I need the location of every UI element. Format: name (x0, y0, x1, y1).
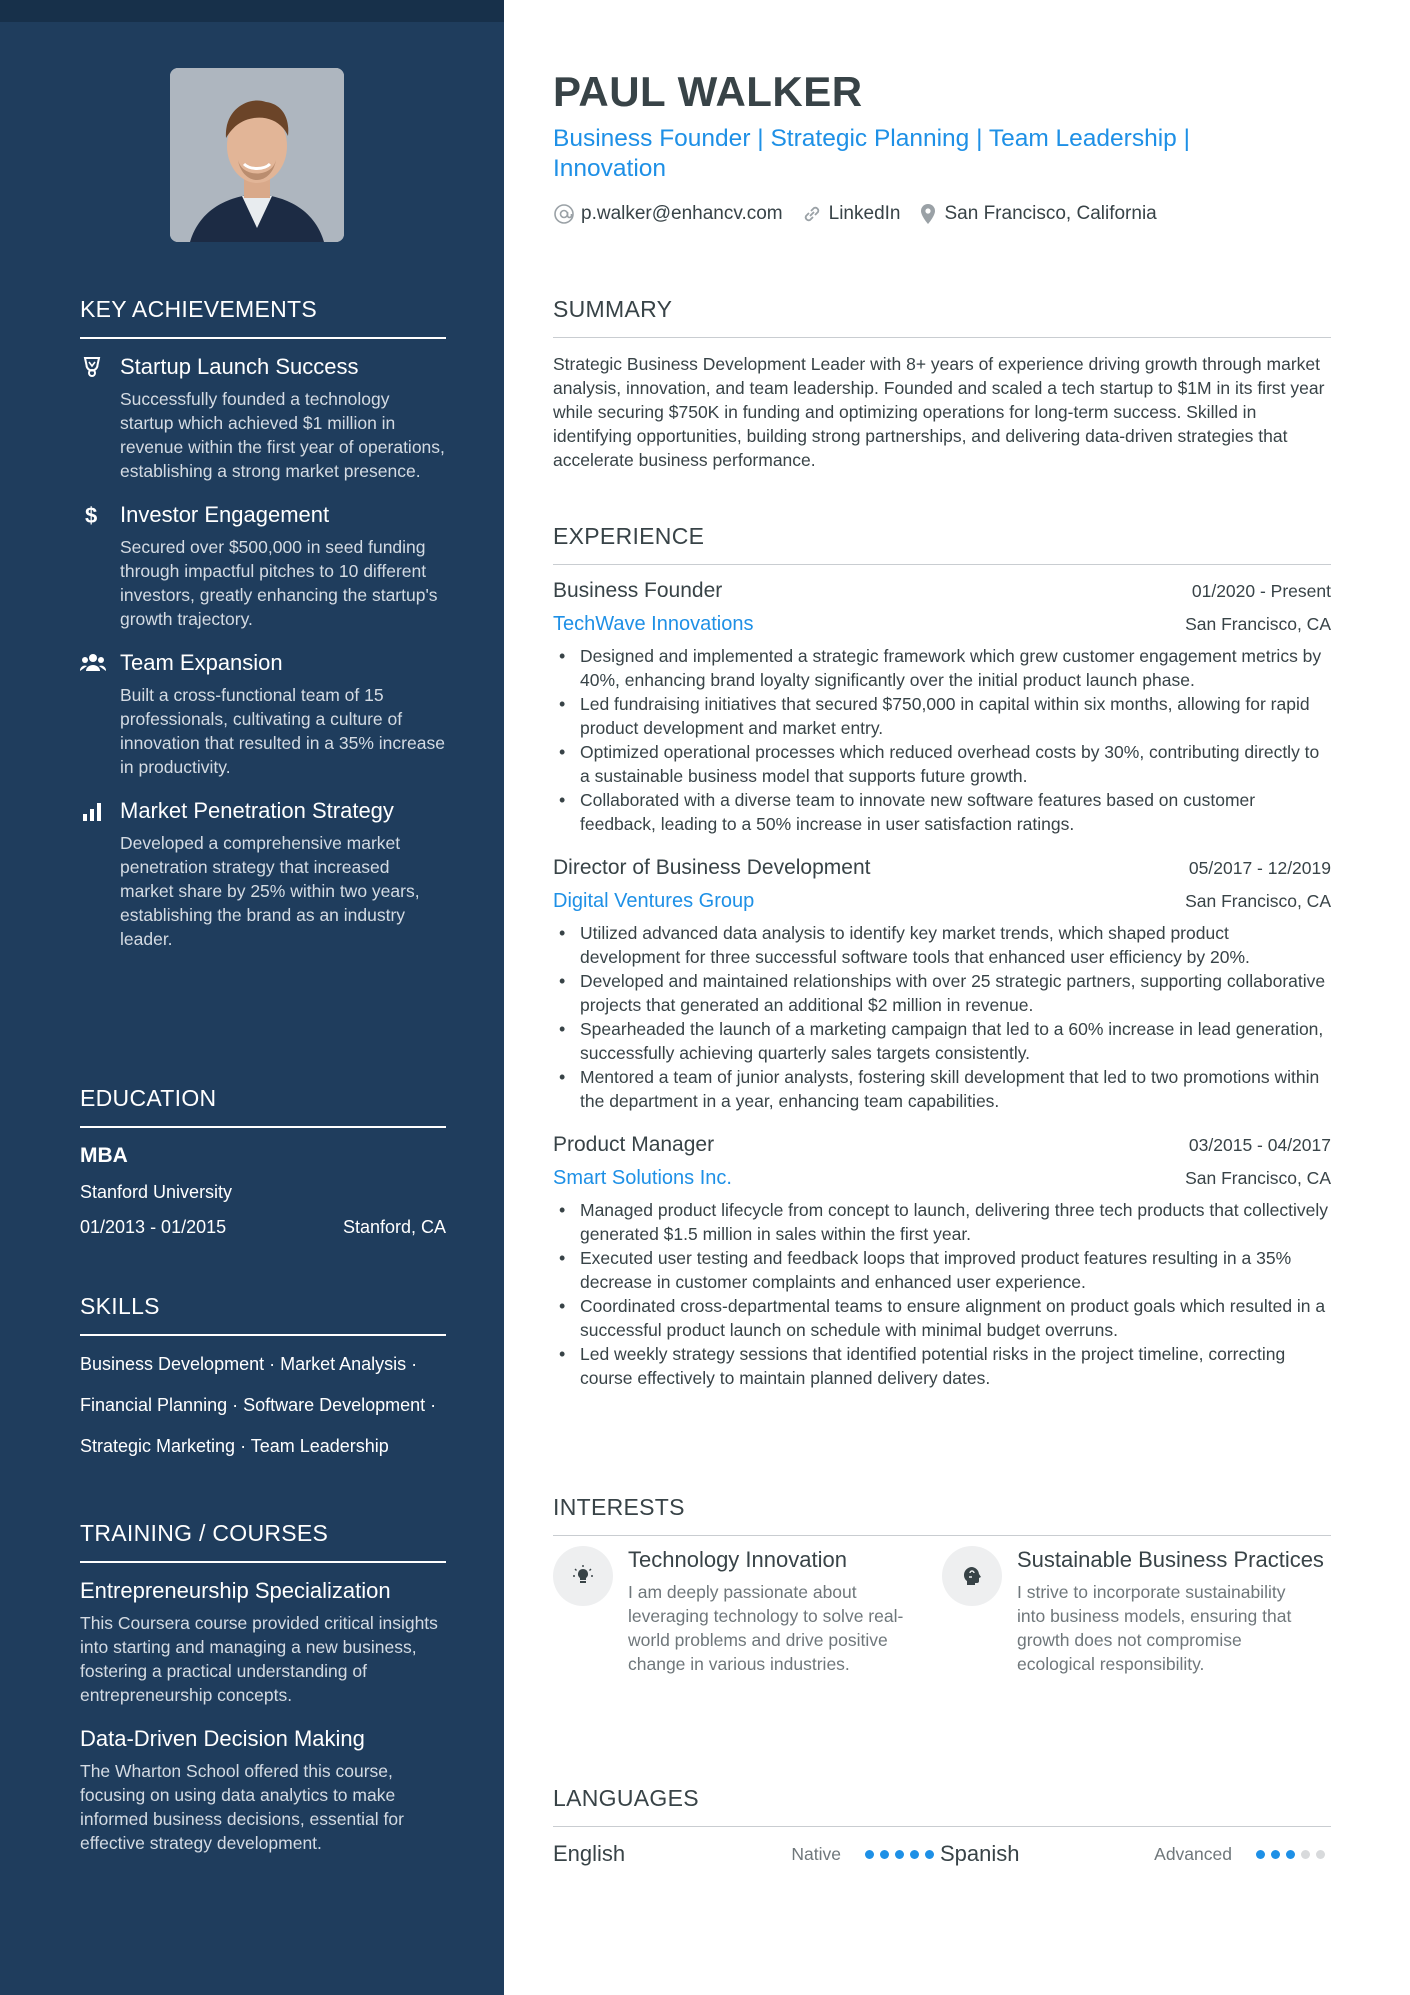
key-achievements-heading: KEY ACHIEVEMENTS (80, 296, 446, 339)
course-item (80, 1577, 446, 1707)
course-description: The Wharton School offered this course, focusing on using data analytics to make informed business decisions, essential for effective strategy development. (80, 1761, 404, 1853)
interest-description: I am deeply passionate about leveraging technology to solve real-world problems and drive positive change in various industries. (628, 1582, 904, 1674)
rating-dot-filled (925, 1850, 934, 1859)
at-icon (553, 203, 575, 225)
achievement-item (80, 501, 446, 631)
achievement-description: Secured over $500,000 in seed funding through impactful pitches to 10 different investors, greatly enhancing the startup's growth trajectory. (120, 537, 438, 629)
job-title: Business Founder (553, 579, 723, 602)
rating-dot-filled (865, 1850, 874, 1859)
lightbulb-icon (553, 1546, 613, 1606)
job-bullets (553, 921, 1331, 1113)
job-location: San Francisco, CA (1185, 614, 1331, 634)
job-company: Smart Solutions Inc. (553, 1167, 732, 1189)
job-bullet: • Executed user testing and feedback loops that improved product features resulting in a 35% decrease in customer complaints and enhanced user experience. (553, 1246, 1331, 1294)
dollar-icon (80, 503, 104, 527)
svg-text:$: $ (85, 503, 98, 527)
rating-dot-filled (880, 1850, 889, 1859)
language-level: Native (791, 1843, 841, 1864)
skills-line: Financial Planning · Software Development · (80, 1395, 437, 1415)
interest-description: I strive to incorporate sustainability into business models, ensuring that growth does not compromise ecological responsibility. (1017, 1582, 1292, 1674)
location-contact (918, 203, 1156, 225)
job-bullet: • Managed product lifecycle from concept to launch, delivering three tech products that collectively generated $1.5 million in sales within the first year. (553, 1198, 1331, 1246)
job-bullet: • Spearheaded the launch of a marketing campaign that led to a 60% increase in lead generation, successfully achieving quarterly sales targets consistently. (553, 1017, 1331, 1065)
education-heading: EDUCATION (80, 1085, 446, 1128)
job-entry (553, 579, 1331, 836)
summary-text: Strategic Business Development Leader with 8+ years of experience driving growth through market analysis, innovation, and team leadership. Founded and scaled a tech startup to $1M in its first year while securing $750K in funding and optimizing operations for long-term success. Skilled in identifying opportunities, building strong partnerships, and delivering data-driven strategies that accelerate business performance. (553, 354, 1325, 470)
course-title: Entrepreneurship Specialization (80, 1578, 391, 1603)
education-dates: 01/2013 - 01/2015 (80, 1217, 227, 1237)
interest-title: Sustainable Business Practices (1017, 1547, 1324, 1572)
achievement-item (80, 649, 446, 779)
linkedin-contact[interactable] (801, 203, 901, 225)
job-bullet: • Collaborated with a diverse team to innovate new software features based on customer feedback, leading to a 50% increase in user satisfaction ratings. (553, 788, 1331, 836)
language-item (553, 1841, 940, 1867)
achievement-item (80, 797, 446, 951)
language-item (940, 1841, 1331, 1867)
job-bullet: • Coordinated cross-departmental teams to ensure alignment on product goals which resulted in a successful product launch on schedule with minimal budget overruns. (553, 1294, 1331, 1342)
achievement-title: Startup Launch Success (120, 354, 359, 379)
languages-section (553, 1785, 1331, 1867)
job-title: Director of Business Development (553, 856, 871, 879)
language-rating (1256, 1850, 1331, 1859)
achievement-title: Investor Engagement (120, 502, 330, 527)
job-dates: 05/2017 - 12/2019 (1188, 858, 1331, 878)
rating-dot-filled (910, 1850, 919, 1859)
course-title: Data-Driven Decision Making (80, 1726, 365, 1751)
job-bullet: • Mentored a team of junior analysts, fostering skill development that led to two promotions within the department in a year, enhancing team capabilities. (553, 1065, 1331, 1113)
experience-heading: EXPERIENCE (553, 523, 1331, 565)
course-item (80, 1725, 446, 1855)
interests-heading: INTERESTS (553, 1494, 1331, 1536)
job-entry (553, 856, 1331, 1113)
achievement-title: Team Expansion (120, 650, 283, 675)
rating-dot-filled (895, 1850, 904, 1859)
rating-dot-empty (1316, 1850, 1325, 1859)
job-bullet: • Utilized advanced data analysis to identify key market trends, which shaped product development for three successful software tools that enhanced user efficiency by 20%. (553, 921, 1331, 969)
candidate-name: PAUL WALKER (553, 68, 863, 115)
job-bullets (553, 1198, 1331, 1390)
summary-heading: SUMMARY (553, 296, 1331, 338)
job-company: TechWave Innovations (553, 613, 754, 635)
education-meta (80, 1217, 446, 1238)
education-degree: MBA (80, 1144, 128, 1167)
rating-dot-empty (1301, 1850, 1310, 1859)
linkedin-text: LinkedIn (828, 203, 901, 224)
language-name: Spanish (940, 1841, 1020, 1866)
achievement-description: Developed a comprehensive market penetration strategy that increased market share by 25% within two years, establishing the brand as an industry leader. (120, 833, 420, 949)
job-dates: 03/2015 - 04/2017 (1188, 1135, 1331, 1155)
achievement-description: Successfully founded a technology startup which achieved $1 million in revenue within the first year of operations, establishing a strong market presence. (120, 389, 445, 481)
skills-line: Business Development · Market Analysis · (80, 1354, 418, 1374)
job-location: San Francisco, CA (1185, 1168, 1331, 1188)
achievement-item (80, 353, 446, 483)
job-bullet: • Optimized operational processes which reduced overhead costs by 30%, contributing directly to a sustainable business model that supports future growth. (553, 740, 1331, 788)
sidebar-top-bar (0, 0, 504, 22)
language-name: English (553, 1841, 626, 1866)
job-bullet: • Led fundraising initiatives that secured $750,000 in capital within six months, allowing for rapid product development and market entry. (553, 692, 1331, 740)
education-location: Stanford, CA (342, 1217, 446, 1237)
experience-section (553, 523, 1331, 1390)
skills-line: Strategic Marketing · Team Leadership (80, 1436, 389, 1456)
brain-icon (942, 1546, 1002, 1606)
email-text: p.walker@enhancv.com (581, 203, 783, 224)
rating-dot-filled (1286, 1850, 1295, 1859)
key-achievements-section (80, 296, 446, 951)
languages-heading: LANGUAGES (553, 1785, 1331, 1827)
skills-heading: SKILLS (80, 1293, 446, 1336)
trophy-icon (80, 355, 104, 379)
interest-title: Technology Innovation (628, 1547, 847, 1572)
job-entry (553, 1133, 1331, 1390)
skills-section (80, 1293, 446, 1458)
achievement-title: Market Penetration Strategy (120, 798, 394, 823)
location-pin-icon (918, 203, 938, 225)
interest-item (942, 1546, 1331, 1676)
job-title: Product Manager (553, 1133, 715, 1156)
training-heading: TRAINING / COURSES (80, 1520, 446, 1563)
job-bullet: • Developed and maintained relationships with over 25 strategic partners, supporting collaborative projects that generated an additional $2 million in revenue. (553, 969, 1331, 1017)
job-bullet: • Led weekly strategy sessions that identified potential risks in the project timeline, correcting course effectively to maintain planned delivery dates. (553, 1342, 1331, 1390)
language-level: Advanced (1154, 1843, 1232, 1864)
sidebar (0, 0, 504, 1995)
course-description: This Coursera course provided critical insights into starting and managing a new business, fostering a practical understanding of entrepreneurship concepts. (80, 1613, 438, 1705)
rating-dot-filled (1256, 1850, 1265, 1859)
training-section (80, 1520, 446, 1855)
language-rating (865, 1850, 940, 1859)
bar-chart-icon (80, 799, 104, 823)
job-location: San Francisco, CA (1185, 891, 1331, 911)
summary-section (553, 296, 1331, 472)
education-section (80, 1085, 446, 1238)
location-text: San Francisco, California (944, 203, 1157, 224)
contact-row (553, 203, 1175, 225)
rating-dot-filled (1271, 1850, 1280, 1859)
achievement-description: Built a cross-functional team of 15 professionals, cultivating a culture of innovation that resulted in a 35% increase in productivity. (120, 685, 445, 777)
tagline: Business Founder | Strategic Planning | Team Leadership | Innovation (553, 125, 1190, 182)
job-company: Digital Ventures Group (553, 890, 755, 912)
link-icon (801, 203, 823, 225)
interests-section (553, 1494, 1331, 1676)
job-dates: 01/2020 - Present (1191, 581, 1331, 601)
team-icon (80, 651, 104, 675)
profile-photo (170, 68, 344, 242)
interest-item (553, 1546, 942, 1676)
email-contact[interactable] (553, 203, 783, 225)
education-school: Stanford University (80, 1182, 233, 1202)
job-bullets (553, 644, 1331, 836)
job-bullet: • Designed and implemented a strategic framework which grew customer engagement metrics by 40%, enhancing brand loyalty significantly over the initial product launch phase. (553, 644, 1331, 692)
